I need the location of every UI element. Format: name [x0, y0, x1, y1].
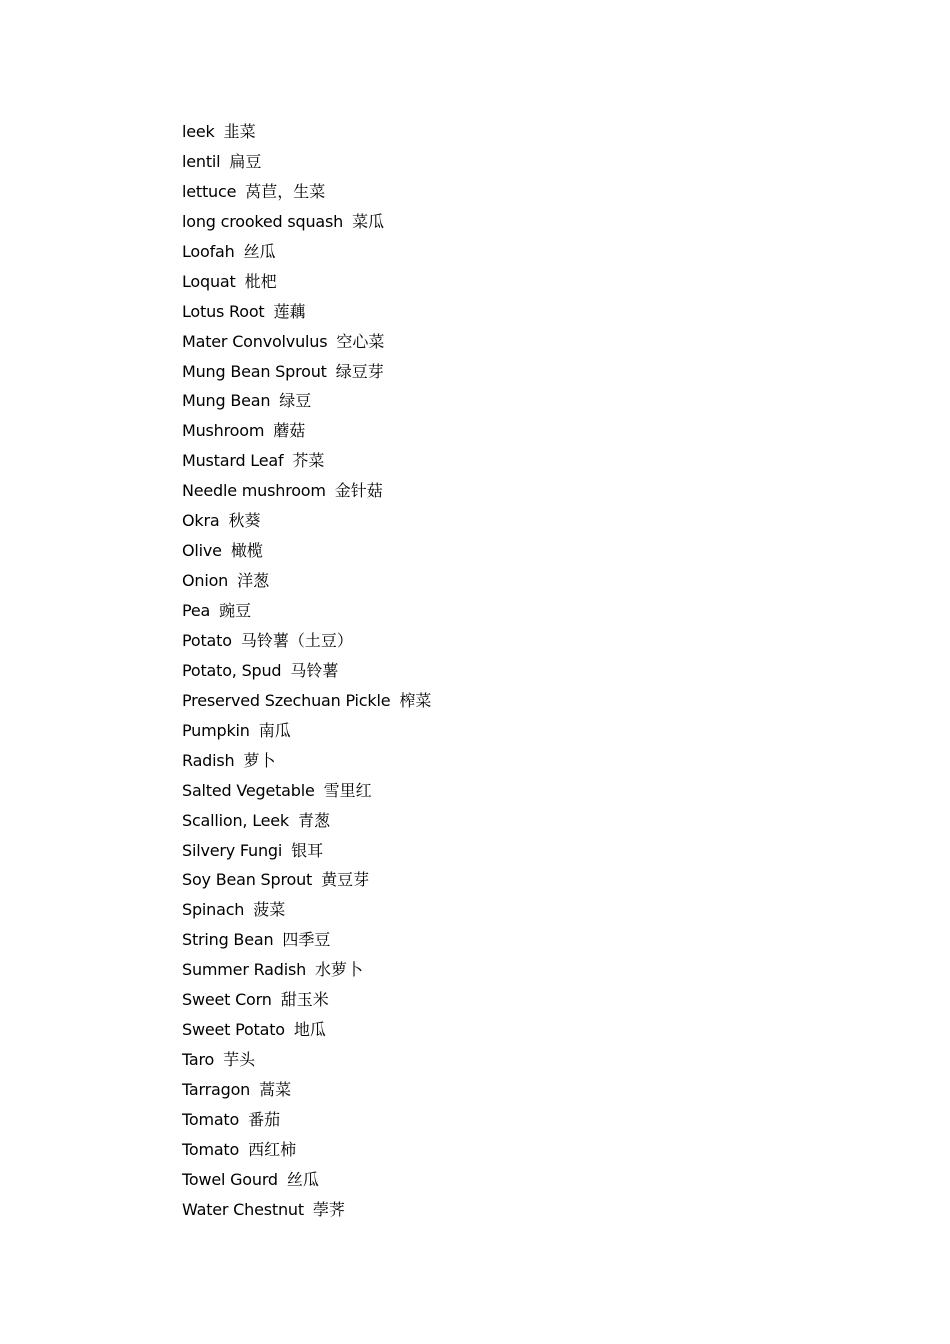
english-term: Taro [182, 1050, 215, 1070]
vocabulary-entry [182, 1105, 431, 1135]
vocabulary-entry [182, 955, 431, 985]
vocabulary-entry [182, 357, 431, 387]
vocabulary-entry [182, 1045, 431, 1075]
chinese-term: 秋葵 [228, 511, 261, 531]
english-term: Olive [182, 541, 222, 561]
chinese-term: 黄豆芽 [321, 870, 370, 890]
chinese-term: 空心菜 [336, 331, 385, 351]
vocabulary-entry [182, 267, 431, 297]
chinese-term: 蒿菜 [259, 1080, 292, 1099]
chinese-term: 绿豆芽 [335, 361, 384, 381]
chinese-term: 青葱 [297, 810, 330, 830]
chinese-term: 枇杷 [244, 271, 277, 291]
english-term: Sweet Corn [182, 990, 272, 1010]
chinese-term: 荸荠 [312, 1199, 345, 1219]
english-term: Towel Gourd [182, 1169, 278, 1189]
english-term: leek [182, 122, 215, 141]
chinese-term: 甜玉米 [280, 990, 329, 1010]
vocabulary-entry [182, 686, 431, 716]
chinese-term: 芋头 [223, 1050, 256, 1070]
english-term: long crooked squash [182, 211, 344, 231]
english-term: Potato, Spud [182, 660, 282, 680]
chinese-term: 丝瓜 [243, 241, 276, 261]
english-term: Okra [182, 511, 220, 531]
english-term: Potato [182, 630, 232, 650]
english-term: Mustard Leaf [182, 451, 284, 471]
chinese-term: 豌豆 [219, 601, 252, 620]
english-term: Tomato [182, 1109, 240, 1129]
english-term: Mater Convolvulus [182, 331, 328, 351]
chinese-term: 扁豆 [229, 151, 262, 171]
chinese-term: 韭菜 [223, 122, 256, 141]
vocabulary-entry [182, 1165, 431, 1195]
vocabulary-entry [182, 1015, 431, 1045]
english-term: Lotus Root [182, 301, 265, 321]
vocabulary-entry [182, 656, 431, 686]
english-term: Tomato [182, 1139, 240, 1159]
vocabulary-entry [182, 596, 431, 626]
vocabulary-entry [182, 1135, 431, 1165]
chinese-term: 马铃薯 [290, 660, 339, 680]
chinese-term: 地瓜 [293, 1020, 326, 1040]
vocabulary-entry [182, 386, 431, 416]
english-term: Preserved Szechuan Pickle [182, 690, 391, 710]
english-term: Radish [182, 750, 235, 770]
chinese-term: 水萝卜 [315, 960, 364, 980]
chinese-term: 丝瓜 [286, 1169, 319, 1189]
vocabulary-entry [182, 865, 431, 895]
english-term: Pumpkin [182, 720, 250, 740]
vocabulary-entry [182, 895, 431, 925]
chinese-term: 橄榄 [230, 541, 263, 561]
english-term: Mung Bean Sprout [182, 361, 327, 381]
english-term: Loofah [182, 241, 235, 261]
english-term: Mung Bean [182, 391, 271, 411]
chinese-term: 银耳 [291, 840, 324, 860]
vocabulary-entry [182, 117, 431, 147]
vocabulary-entry [182, 1195, 431, 1225]
english-term: Spinach [182, 900, 245, 920]
chinese-term: 榨菜 [399, 690, 432, 710]
english-term: Sweet Potato [182, 1020, 285, 1040]
english-term: Loquat [182, 271, 236, 291]
english-term: Summer Radish [182, 960, 307, 980]
english-term: Tarragon [182, 1080, 251, 1099]
vocabulary-entry [182, 147, 431, 177]
vocabulary-entry [182, 536, 431, 566]
chinese-term: 洋葱 [237, 571, 270, 591]
english-term: String Bean [182, 930, 274, 950]
chinese-term: 蘑菇 [273, 421, 306, 441]
english-term: lentil [182, 151, 221, 171]
vocabulary-entry [182, 566, 431, 596]
chinese-term: 莲藕 [273, 301, 306, 321]
vocabulary-entry [182, 806, 431, 836]
vocabulary-entry [182, 746, 431, 776]
vocabulary-entry [182, 177, 431, 207]
chinese-term: 萝卜 [243, 750, 276, 770]
chinese-term: 绿豆 [279, 391, 312, 411]
vocabulary-list [182, 117, 431, 1225]
chinese-term: 四季豆 [282, 930, 331, 950]
vocabulary-entry [182, 297, 431, 327]
chinese-term: 金针菇 [334, 481, 383, 501]
vocabulary-entry [182, 836, 431, 866]
vocabulary-entry [182, 237, 431, 267]
chinese-term: 南瓜 [258, 720, 291, 740]
vocabulary-entry [182, 416, 431, 446]
vocabulary-entry [182, 1075, 431, 1105]
chinese-term: 芥菜 [292, 451, 325, 471]
english-term: Salted Vegetable [182, 780, 315, 800]
vocabulary-entry [182, 626, 431, 656]
english-term: Onion [182, 571, 229, 591]
vocabulary-entry [182, 506, 431, 536]
english-term: Soy Bean Sprout [182, 870, 313, 890]
chinese-term: 菜瓜 [352, 211, 385, 231]
english-term: Water Chestnut [182, 1199, 304, 1219]
vocabulary-entry [182, 985, 431, 1015]
english-term: Silvery Fungi [182, 840, 283, 860]
english-term: lettuce [182, 181, 237, 201]
english-term: Mushroom [182, 421, 265, 441]
english-term: Needle mushroom [182, 481, 326, 501]
vocabulary-entry [182, 207, 431, 237]
vocabulary-entry [182, 925, 431, 955]
english-term: Pea [182, 601, 211, 620]
vocabulary-entry [182, 327, 431, 357]
chinese-term: 菠菜 [253, 900, 286, 920]
chinese-term: 雪里红 [323, 780, 372, 800]
vocabulary-entry [182, 776, 431, 806]
vocabulary-entry [182, 476, 431, 506]
chinese-term: 莴苣，生菜 [245, 181, 326, 201]
vocabulary-entry [182, 446, 431, 476]
vocabulary-entry [182, 716, 431, 746]
chinese-term: 番茄 [248, 1109, 281, 1129]
chinese-term: 马铃薯（土豆） [240, 630, 353, 650]
english-term: Scallion, Leek [182, 810, 289, 830]
chinese-term: 西红柿 [248, 1139, 297, 1159]
